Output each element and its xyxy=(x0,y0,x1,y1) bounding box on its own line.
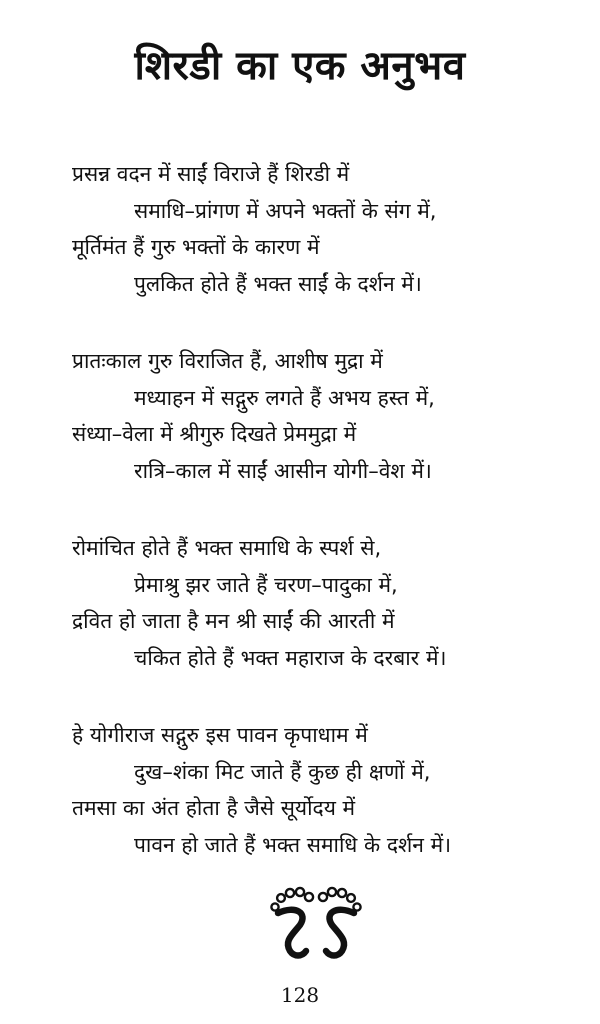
page-number: 128 xyxy=(280,983,320,1007)
verse-line: द्रवित हो जाता है मन श्री साईं की आरती में xyxy=(72,609,395,633)
verse-line: रात्रि–काल में साईं आसीन योगी–वेश में। xyxy=(134,458,432,483)
stanza-4 xyxy=(0,717,600,863)
poem-title: शिरडी का एक अनुभव xyxy=(134,43,466,89)
stanza-1 xyxy=(0,156,600,302)
verse-line: चकित होते हैं भक्त महाराज के दरबार में। xyxy=(134,645,447,670)
verse-line: पुलकित होते हैं भक्त साईं के दर्शन में। xyxy=(134,271,422,296)
stanza-2 xyxy=(0,343,600,489)
padukas-footprints-icon xyxy=(266,885,366,965)
verse-line: समाधि–प्रांगण में अपने भक्तों के संग में, xyxy=(134,198,437,223)
verse-line: प्रसन्न वदन में साईं विराजे हैं शिरडी में xyxy=(72,162,350,186)
verse-line: तमसा का अंत होता है जैसे सूर्योदय में xyxy=(72,796,356,820)
verse-line: संध्या–वेला में श्रीगुरु दिखते प्रेममुद्रा में xyxy=(72,422,357,446)
verse-line: पावन हो जाते हैं भक्त समाधि के दर्शन में। xyxy=(134,832,452,857)
verse-line: प्रातःकाल गुरु विराजित हैं, आशीष मुद्रा में xyxy=(72,349,383,373)
verse-line: मूर्तिमंत हैं गुरु भक्तों के कारण में xyxy=(72,235,320,259)
verse-line: प्रेमाश्रु झर जाते हैं चरण–पादुका में, xyxy=(134,572,398,597)
verse-line: रोमांचित होते हैं भक्त समाधि के स्पर्श से, xyxy=(72,536,382,560)
stanza-3 xyxy=(0,530,600,676)
verse-line: दुख–शंका मिट जाते हैं कुछ ही क्षणों में, xyxy=(134,759,431,784)
verse-line: हे योगीराज सद्गुरु इस पावन कृपाधाम में xyxy=(72,723,368,747)
poem-body xyxy=(0,156,600,904)
verse-line: मध्याहन में सद्गुरु लगते हैं अभय हस्त में, xyxy=(134,385,435,410)
